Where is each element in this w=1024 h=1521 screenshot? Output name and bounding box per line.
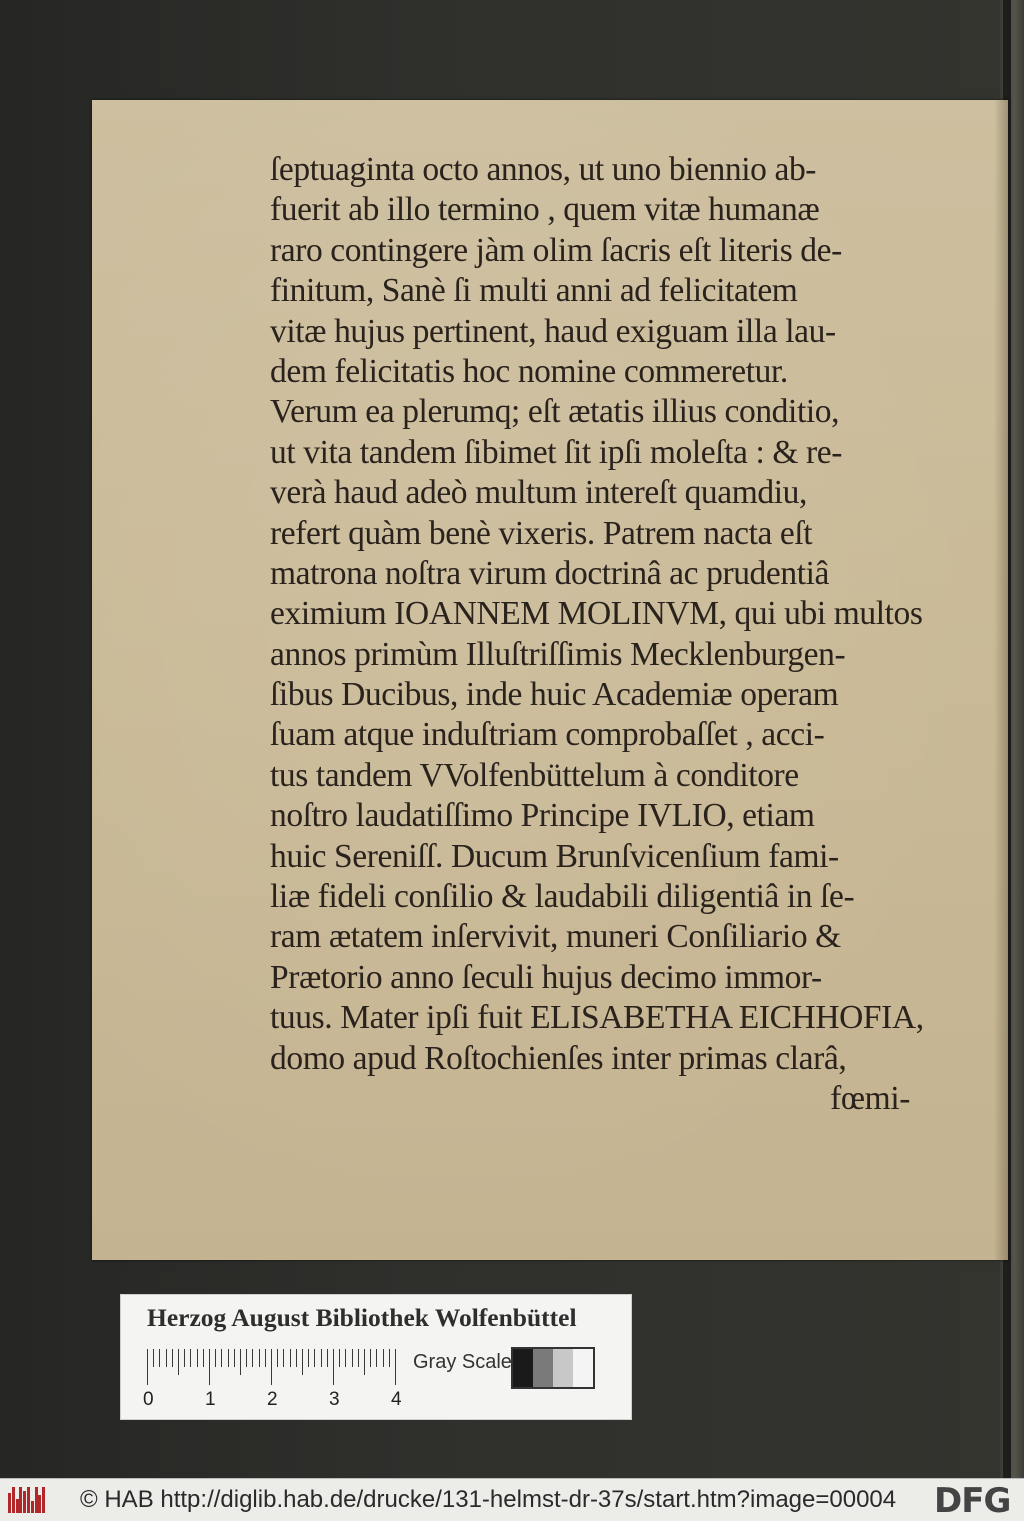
ruler-tick [345, 1349, 346, 1367]
ruler-tick [190, 1349, 191, 1367]
gray-swatch-cell [533, 1349, 553, 1387]
copyright-url[interactable]: © HAB http://diglib.hab.de/drucke/131-helmst-dr-37s/start.htm?image=00004 [80, 1486, 897, 1513]
ruler-tick [184, 1349, 185, 1367]
hab-logo-icon [8, 1487, 46, 1513]
ruler-tick [364, 1349, 365, 1375]
text-line: tuus. Mater ipſi fuit ELISABETHA EICHHOFIA, [270, 999, 924, 1037]
ruler-tick [290, 1349, 291, 1367]
ruler [147, 1349, 395, 1385]
hab-logo-bar [35, 1487, 38, 1513]
gray-swatch-cell [513, 1349, 533, 1387]
text-line: ut vita tandem ſibimet ſit ipſi moleſta : & re- [270, 433, 842, 471]
text-line: dem felicitatis hoc nomine commeretur. [270, 352, 788, 390]
ruler-tick [358, 1349, 359, 1367]
ruler-tick [234, 1349, 235, 1367]
ruler-number: 4 [391, 1389, 402, 1410]
color-scale-card [120, 1294, 632, 1420]
ruler-number: 3 [329, 1389, 340, 1410]
hab-logo-bar [12, 1487, 15, 1513]
ruler-tick [333, 1349, 334, 1385]
text-line: matrona noſtra virum doctrinâ ac prudentiâ [270, 554, 829, 592]
ruler-tick [389, 1349, 390, 1367]
ruler-numbers [143, 1389, 403, 1413]
footer-bar [0, 1478, 1024, 1521]
dfg-logo: DFG [934, 1481, 1011, 1521]
ruler-tick [321, 1349, 322, 1367]
text-line: finitum, Sanè ſi multi anni ad felicitatem [270, 272, 798, 310]
text-line: refert quàm benè vixeris. Patrem nacta eſt [270, 514, 813, 552]
text-line: fuerit ab illo termino , quem vitæ humanæ [270, 191, 820, 229]
ruler-tick [240, 1349, 241, 1375]
text-line: ſuam atque induſtriam comprobaſſet , acci- [270, 716, 825, 754]
ruler-tick [296, 1349, 297, 1367]
text-line: ſeptuaginta octo annos, ut uno biennio ab- [270, 151, 817, 188]
page-text [270, 150, 924, 1119]
text-line: domo apud Roſtochienſes inter primas clarâ, [270, 1039, 847, 1077]
ruler-tick [172, 1349, 173, 1367]
ruler-tick [246, 1349, 247, 1367]
page-edge-shadow [994, 100, 1008, 1260]
ruler-number: 1 [205, 1389, 216, 1410]
book-page [92, 100, 1008, 1260]
text-line: tus tandem VVolfenbüttelum à conditore [270, 756, 799, 794]
text-line: liæ fideli conſilio & laudabili diligentiâ in ſe- [270, 878, 855, 916]
ruler-tick [159, 1349, 160, 1367]
gray-swatch-cell [573, 1349, 593, 1387]
ruler-tick [221, 1349, 222, 1367]
text-line: annos primùm Illuſtriſſimis Mecklenburgen- [270, 635, 846, 673]
ruler-tick [339, 1349, 340, 1367]
library-name: Herzog August Bibliothek Wolfenbüttel [147, 1303, 577, 1332]
text-line: Prætorio anno ſeculi hujus decimo immor- [270, 958, 822, 996]
hab-logo-bar [38, 1495, 41, 1513]
hab-logo-bar [31, 1501, 34, 1513]
ruler-tick [215, 1349, 216, 1367]
text-line: huic Sereniſſ. Ducum Brunſvicenſium fami- [270, 837, 839, 875]
ruler-tick [314, 1349, 315, 1367]
ruler-tick [228, 1349, 229, 1367]
ruler-number: 2 [267, 1389, 278, 1410]
ruler-tick [252, 1349, 253, 1367]
ruler-tick [147, 1349, 148, 1385]
gray-scale-swatch [511, 1347, 595, 1389]
text-line: Verum ea plerumq; eſt ætatis illius conditio, [270, 393, 840, 431]
ruler-tick [209, 1349, 210, 1385]
gray-swatch-cell [553, 1349, 573, 1387]
ruler-tick [376, 1349, 377, 1367]
ruler-tick [203, 1349, 204, 1367]
hab-logo-bar [19, 1487, 22, 1513]
text-line: ram ætatem inſervivit, muneri Conſiliario & [270, 918, 841, 956]
ruler-tick [283, 1349, 284, 1367]
text-line: eximium IOANNEM MOLINVM, qui ubi multos [270, 595, 923, 633]
gray-scale-label: Gray Scale [413, 1351, 512, 1373]
ruler-tick [308, 1349, 309, 1367]
catchword: fœmi- [830, 1079, 910, 1117]
hab-logo-bar [23, 1491, 26, 1513]
hab-logo-bar [16, 1499, 19, 1513]
ruler-tick [259, 1349, 260, 1367]
text-line: ſibus Ducibus, inde huic Academiæ operam [270, 676, 839, 714]
text-line: verà haud adeò multum intereſt quamdiu, [270, 474, 807, 512]
ruler-tick [271, 1349, 272, 1385]
text-line: raro contingere jàm olim ſacris eſt literis de- [270, 231, 842, 269]
ruler-tick [153, 1349, 154, 1367]
ruler-tick [277, 1349, 278, 1367]
ruler-number: 0 [143, 1389, 154, 1410]
ruler-tick [395, 1349, 396, 1385]
hab-logo-bar [8, 1493, 11, 1513]
ruler-tick [197, 1349, 198, 1367]
text-line: noſtro laudatiſſimo Principe IVLIO, etiam [270, 797, 815, 835]
ruler-tick [166, 1349, 167, 1367]
ruler-tick [352, 1349, 353, 1367]
hab-logo-bar [42, 1487, 45, 1513]
ruler-tick [370, 1349, 371, 1367]
ruler-tick [178, 1349, 179, 1375]
ruler-tick [327, 1349, 328, 1367]
ruler-tick [383, 1349, 384, 1367]
text-line: vitæ hujus pertinent, haud exiguam illa lau- [270, 312, 836, 350]
ruler-tick [302, 1349, 303, 1375]
ruler-tick [265, 1349, 266, 1367]
hab-logo-bar [27, 1487, 30, 1513]
